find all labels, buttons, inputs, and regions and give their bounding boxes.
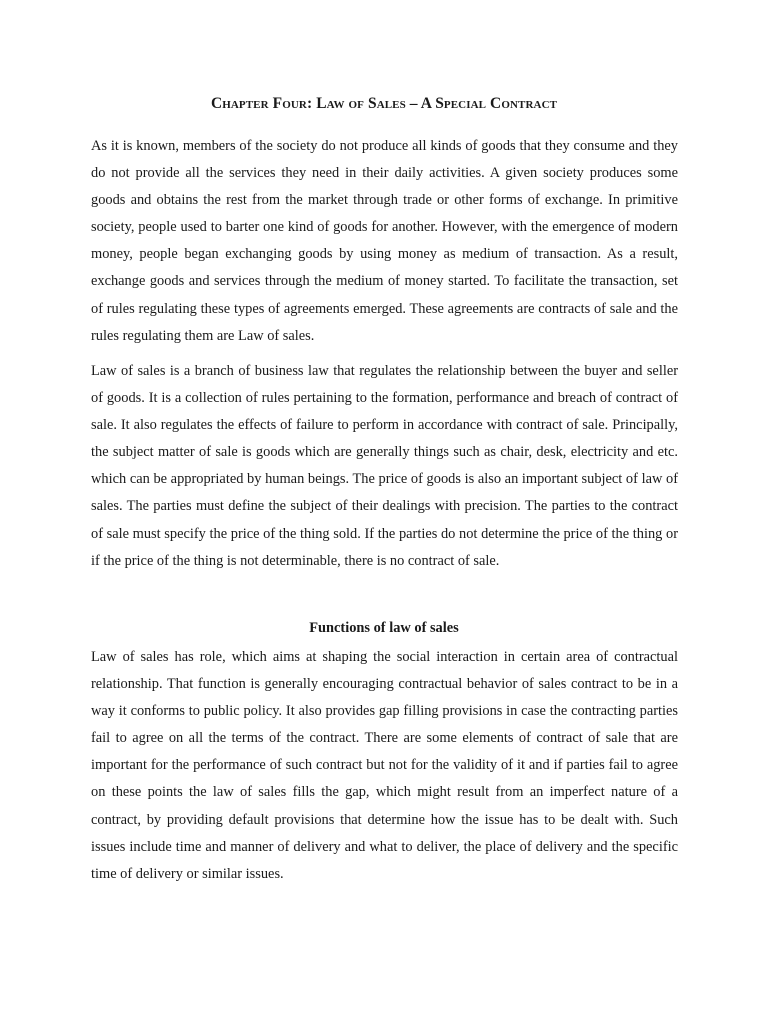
chapter-title: Chapter Four: Law of Sales – A Special Contract <box>210 95 558 112</box>
functions-paragraph: Law of sales has role, which aims at shaping the social interaction in certain area of contractual relationship. That function is generally encouraging contractual behavior of sales contract to be in a way it conforms to public policy. It also provides gap filling provisions in case the contracting parties fail to agree on all the terms of the contract. There are some elements of contract of sale that are important for the performance of such contract but not for the validity of it and if parties fail to agree on these points the law of sales fills the gap, which might result from an imperfect nature of a contract, by providing default provisions that determine how the issue has to be dealt with. Such issues include time and manner of delivery and what to deliver, the place of delivery and the specific time of delivery or similar issues. <box>91 649 678 882</box>
intro-paragraph: As it is known, members of the society do not produce all kinds of goods that they consume and they do not provide all the services they need in their daily activities. A given society produces some goods and obtains the rest from the market through trade or other forms of exchange. In primitive society, people used to barter one kind of goods for another. However, with the emergence of modern money, people began exchanging goods by using money as medium of transaction. As a result, exchange goods and services through the medium of money started. To facilitate the transaction, set of rules regulating these types of agreements emerged. These agreements are contracts of sale and the rules regulating them are Law of sales. <box>91 138 678 344</box>
definition-paragraph: Law of sales is a branch of business law that regulates the relationship between the buyer and seller of goods. It is a collection of rules pertaining to the formation, performance and breach of contract of sale. It also regulates the effects of failure to perform in accordance with contract of sale. Principally, the subject matter of sale is goods which are generally things such as chair, desk, electricity and etc. which can be appropriated by human beings. The price of goods is also an important subject of law of sales. The parties must define the subject of their dealings with precision. The parties to the contract of sale must specify the price of the thing sold. If the parties do not determine the price of the thing or if the price of the thing is not determinable, there is no contract of sale. <box>91 363 678 569</box>
section-heading: Functions of law of sales <box>309 620 459 636</box>
